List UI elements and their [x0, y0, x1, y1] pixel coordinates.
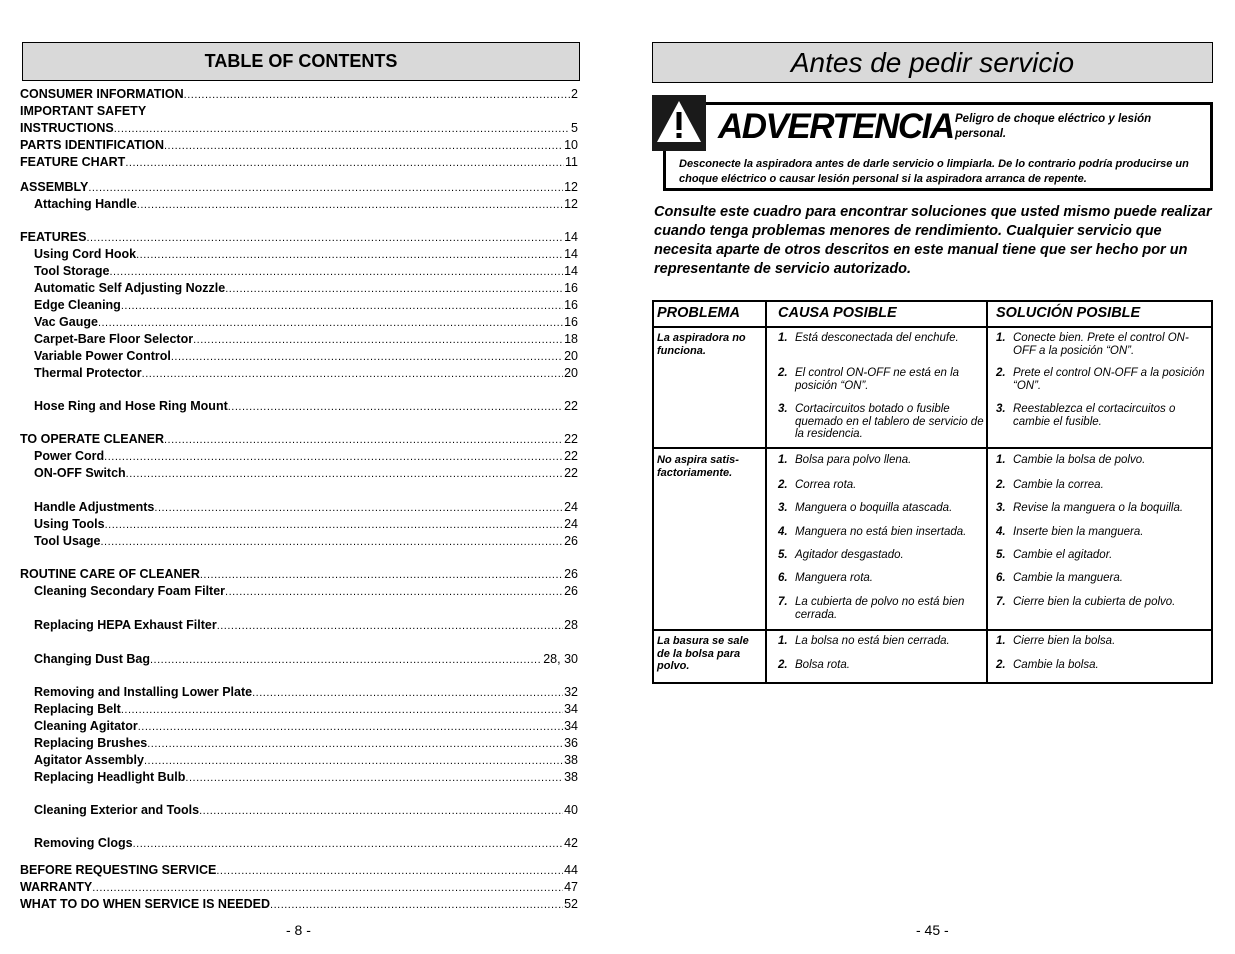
toc-entry	[34, 652, 578, 669]
warning-title: ADVERTENCIA	[718, 107, 954, 146]
table-header-solution: SOLUCIÓN POSIBLE	[996, 305, 1141, 321]
item-number: 2.	[778, 479, 788, 491]
toc-entry	[20, 121, 578, 138]
toc-entry-title: WHAT TO DO WHEN SERVICE IS NEEDED	[20, 897, 271, 911]
item-text: Manguera rota.	[795, 572, 873, 584]
item-number: 4.	[778, 526, 788, 538]
table-cause-item	[778, 596, 984, 621]
item-number: 3.	[778, 502, 788, 514]
toc-entry-title: Hose Ring and Hose Ring Mount	[34, 399, 228, 413]
toc-entry-title: FEATURES	[20, 230, 87, 244]
item-text: Cambie la correa.	[1013, 479, 1104, 491]
item-number: 7.	[996, 596, 1006, 608]
toc-entry-title: Tool Usage	[34, 534, 101, 548]
item-number: 2.	[996, 479, 1006, 491]
item-text: La bolsa no está bien cerrada.	[795, 635, 950, 647]
item-number: 1.	[778, 635, 788, 647]
item-number: 2.	[778, 367, 788, 379]
item-text: Cambie la bolsa de polvo.	[1013, 454, 1146, 466]
item-text: Revise la manguera o la boquilla.	[1013, 502, 1184, 514]
toc-entry	[20, 180, 578, 197]
toc-entry	[34, 702, 578, 719]
toc-leader-dots	[217, 620, 563, 632]
table-cause-item	[778, 403, 984, 441]
table-cause-item	[778, 526, 984, 539]
item-number: 6.	[778, 572, 788, 584]
toc-entry-title: Cleaning Agitator	[34, 719, 138, 733]
table-problem-cell: No aspira satis-factoriamente.	[657, 454, 739, 479]
toc-entry-page: 28	[564, 618, 578, 632]
toc-entry-title: Tool Storage	[34, 264, 110, 278]
item-number: 5.	[996, 549, 1006, 561]
toc-entry-title: ON-OFF Switch	[34, 466, 126, 480]
item-text: Bolsa rota.	[795, 659, 850, 671]
item-text: Reestablezca el cortacircuitos o cambie el fusible.	[1013, 403, 1176, 428]
toc-leader-dots	[142, 368, 563, 380]
toc-entry	[34, 618, 578, 635]
item-text: Cambie la bolsa.	[1013, 659, 1099, 671]
toc-entry	[20, 230, 578, 247]
toc-entry-page: 47	[564, 880, 578, 894]
toc-entry-page: 44	[564, 863, 578, 877]
toc-entry-page: 34	[564, 719, 578, 733]
toc-entry	[20, 138, 578, 155]
toc-leader-dots	[270, 899, 563, 911]
table-cause-item	[778, 367, 984, 392]
toc-entry-title: Power Cord	[34, 449, 105, 463]
table-cause-item	[778, 659, 984, 672]
toc-leader-dots	[98, 317, 563, 329]
toc-entry-title: Attaching Handle	[34, 197, 137, 211]
toc-leader-dots	[88, 182, 563, 194]
toc-entry-page: 20	[564, 349, 578, 363]
toc-leader-dots	[114, 123, 570, 135]
toc-entry-page: 26	[564, 534, 578, 548]
toc-leader-dots	[100, 536, 563, 548]
toc-entry-title: Cleaning Exterior and Tools	[34, 803, 200, 817]
item-text: Cierre bien la bolsa.	[1013, 635, 1116, 647]
toc-leader-dots	[252, 687, 563, 699]
toc-leader-dots	[144, 755, 563, 767]
toc-leader-dots	[104, 451, 563, 463]
toc-leader-dots	[92, 882, 563, 894]
toc-entry	[34, 803, 578, 820]
toc-entry-page: 22	[564, 466, 578, 480]
item-number: 6.	[996, 572, 1006, 584]
item-text: Manguera o boquilla atascada.	[795, 502, 953, 514]
toc-entry-page: 20	[564, 366, 578, 380]
toc-entry-page: 26	[564, 567, 578, 581]
toc-entry-page: 16	[564, 298, 578, 312]
table-cause-item	[778, 572, 984, 585]
item-text: La cubierta de polvo no está bien cerrada.	[795, 596, 965, 621]
toc-entry	[34, 719, 578, 736]
table-solution-item	[996, 479, 1208, 492]
toc-entry-title: Removing Clogs	[34, 836, 133, 850]
toc-leader-dots	[185, 772, 563, 784]
toc-entry-title: PARTS IDENTIFICATION	[20, 138, 164, 152]
item-number: 1.	[996, 635, 1006, 647]
toc-entry	[34, 349, 578, 366]
table-divider	[654, 629, 1211, 631]
toc-entry-page: 22	[564, 449, 578, 463]
toc-leader-dots	[225, 283, 563, 295]
toc-entry	[34, 500, 578, 517]
toc-leader-dots	[133, 838, 563, 850]
toc-entry	[20, 567, 578, 584]
toc-leader-dots	[216, 865, 563, 877]
toc-entry	[20, 87, 578, 104]
toc-entry-title: ASSEMBLY	[20, 180, 89, 194]
toc-entry-page: 16	[564, 315, 578, 329]
toc-leader-dots	[109, 266, 563, 278]
table-solution-item	[996, 367, 1208, 392]
toc-entry-title: WARRANTY	[20, 880, 93, 894]
item-text: Manguera no está bien insertada.	[795, 526, 967, 538]
item-text: Cambie el agitador.	[1013, 549, 1113, 561]
table-solution-item	[996, 635, 1208, 648]
item-number: 4.	[996, 526, 1006, 538]
toc-entry-title: Replacing Belt	[34, 702, 121, 716]
toc-entry-page: 14	[564, 230, 578, 244]
toc-entry	[34, 399, 578, 416]
toc-entry	[34, 315, 578, 332]
toc-entry	[34, 449, 578, 466]
toc-entry-page: 40	[564, 803, 578, 817]
toc-entry-title: ROUTINE CARE OF CLEANER	[20, 567, 200, 581]
toc-leader-dots	[137, 199, 563, 211]
toc-entry	[20, 897, 578, 914]
item-number: 2.	[778, 659, 788, 671]
table-solution-item	[996, 332, 1208, 357]
toc-entry-page: 24	[564, 517, 578, 531]
toc-leader-dots	[199, 805, 563, 817]
toc-entry	[34, 247, 578, 264]
toc-entry-title: TO OPERATE CLEANER	[20, 432, 164, 446]
toc-entry	[34, 517, 578, 534]
table-divider	[986, 302, 988, 682]
warning-text: Desconecte la aspiradora antes de darle servicio o limpiarla. De lo contrario podría producirse un choque eléctrico o causar lesión personal si la aspiradora arranca de repente.	[679, 158, 1189, 185]
toc-entry	[34, 197, 578, 214]
toc-leader-dots	[164, 140, 563, 152]
toc-entry-title: Thermal Protector	[34, 366, 142, 380]
toc-entry-title: Variable Power Control	[34, 349, 171, 363]
table-divider	[765, 302, 767, 682]
item-text: El control ON-OFF ne está en la posición “ON”.	[795, 367, 960, 392]
table-solution-item	[996, 526, 1208, 539]
toc-entry	[34, 264, 578, 281]
page-number-left: - 8 -	[286, 922, 311, 938]
warning-subtitle: Peligro de choque eléctrico y lesión personal.	[955, 113, 1152, 140]
item-text: Inserte bien la manguera.	[1013, 526, 1144, 538]
item-number: 1.	[778, 454, 788, 466]
toc-entry	[34, 281, 578, 298]
item-number: 3.	[996, 502, 1006, 514]
toc-entry-title: Removing and Installing Lower Plate	[34, 685, 253, 699]
table-problem-cell: La aspiradora no funciona.	[657, 332, 746, 357]
toc-entry	[20, 432, 578, 449]
table-divider	[654, 326, 1211, 328]
toc-entry	[34, 366, 578, 383]
toc-header: TABLE OF CONTENTS	[22, 42, 580, 81]
toc-entry-page: 16	[564, 281, 578, 295]
toc-entry-title: Agitator Assembly	[34, 753, 144, 767]
toc-leader-dots	[121, 704, 563, 716]
toc-entry-page: 10	[564, 138, 578, 152]
table-solution-item	[996, 502, 1208, 515]
toc-entry	[34, 736, 578, 753]
table-header-problem: PROBLEMA	[657, 305, 740, 321]
toc-entry-title: IMPORTANT SAFETY	[20, 104, 147, 118]
table-cause-item	[778, 549, 984, 562]
toc-entry-title: Vac Gauge	[34, 315, 98, 329]
toc-entry-title: Cleaning Secondary Foam Filter	[34, 584, 226, 598]
toc-entry	[34, 466, 578, 483]
toc-entry-page: 11	[565, 155, 578, 169]
table-solution-item	[996, 403, 1208, 428]
toc-entry-title: Replacing Brushes	[34, 736, 148, 750]
toc-entry-page: 14	[564, 264, 578, 278]
service-header: Antes de pedir servicio	[652, 42, 1213, 83]
table-cause-item	[778, 332, 984, 345]
toc-entry	[34, 332, 578, 349]
toc-entry	[20, 104, 578, 121]
page-number-right: - 45 -	[916, 922, 949, 938]
item-text: Conecte bien. Prete el control ON-OFF a la posición “ON”.	[1013, 332, 1189, 357]
item-text: Agitador desgastado.	[795, 549, 904, 561]
table-header-cause: CAUSA POSIBLE	[778, 305, 897, 321]
toc-entry-title: Replacing HEPA Exhaust Filter	[34, 618, 217, 632]
item-number: 1.	[778, 332, 788, 344]
item-number: 1.	[996, 454, 1006, 466]
toc-entry-page: 26	[564, 584, 578, 598]
toc-entry-page: 38	[564, 770, 578, 784]
toc-entry-title: INSTRUCTIONS	[20, 121, 114, 135]
toc-entry-page: 28, 30	[543, 652, 578, 666]
table-divider	[654, 447, 1211, 449]
toc-entry	[34, 685, 578, 702]
toc-entry	[34, 584, 578, 601]
toc-entry	[34, 298, 578, 315]
toc-entry-page: 42	[564, 836, 578, 850]
toc-leader-dots	[126, 468, 563, 480]
toc-entry-page: 14	[564, 247, 578, 261]
toc-entry	[34, 534, 578, 551]
toc-entry-page: 22	[564, 432, 578, 446]
toc-entry-title: Using Tools	[34, 517, 105, 531]
toc-leader-dots	[184, 89, 570, 101]
toc-entry-title: Automatic Self Adjusting Nozzle	[34, 281, 226, 295]
toc-entry	[20, 880, 578, 897]
toc-entry-title: Edge Cleaning	[34, 298, 121, 312]
item-text: Cambie la manguera.	[1013, 572, 1123, 584]
warning-triangle-icon	[652, 95, 706, 151]
toc-leader-dots	[200, 569, 563, 581]
toc-leader-dots	[171, 351, 563, 363]
troubleshooting-table	[652, 300, 1213, 684]
table-solution-item	[996, 659, 1208, 672]
toc-entry-page: 38	[564, 753, 578, 767]
intro-paragraph: Consulte este cuadro para encontrar soluciones que usted mismo puede realizar cuando tenga problemas menores de rendimiento. Cualquier servicio que necesita aparte de otros descritos en este manual tiene que ser hecho por un representante de servicio autorizado.	[654, 204, 1212, 277]
table-problem-cell: La basura se sale de la bolsa para polvo.	[657, 635, 749, 672]
table-solution-item	[996, 572, 1208, 585]
warning-box	[652, 95, 1213, 191]
table-cause-item	[778, 635, 984, 648]
toc-entry-title: Changing Dust Bag	[34, 652, 150, 666]
toc-entry-page: 24	[564, 500, 578, 514]
toc-leader-dots	[138, 721, 563, 733]
toc-entry-page: 34	[564, 702, 578, 716]
toc-entry	[34, 836, 578, 853]
item-text: Cierre bien la cubierta de polvo.	[1013, 596, 1176, 608]
toc-entry	[34, 770, 578, 787]
item-text: Prete el control ON-OFF a la posición “ON”.	[1013, 367, 1205, 392]
toc-leader-dots	[147, 738, 563, 750]
item-text: Bolsa para polvo llena.	[795, 454, 912, 466]
item-number: 3.	[996, 403, 1006, 415]
toc-entry-title: CONSUMER INFORMATION	[20, 87, 184, 101]
toc-leader-dots	[228, 401, 563, 413]
toc-leader-dots	[193, 334, 563, 346]
toc-entry-page: 32	[564, 685, 578, 699]
toc-entry	[20, 863, 578, 880]
item-text: Cortacircuitos botado o fusible quemado en el tablero de servicio de la residencia.	[795, 403, 984, 440]
item-number: 3.	[778, 403, 788, 415]
table-cause-item	[778, 454, 984, 467]
toc-entry-page: 18	[564, 332, 578, 346]
toc-entry-title: Using Cord Hook	[34, 247, 137, 261]
toc-leader-dots	[154, 502, 563, 514]
toc-entry-title: Carpet-Bare Floor Selector	[34, 332, 194, 346]
table-solution-item	[996, 596, 1208, 609]
toc-leader-dots	[121, 300, 563, 312]
item-number: 7.	[778, 596, 788, 608]
toc-leader-dots	[136, 249, 563, 261]
toc-entry-title: Handle Adjustments	[34, 500, 155, 514]
item-number: 5.	[778, 549, 788, 561]
toc-leader-dots	[150, 654, 542, 666]
table-solution-item	[996, 454, 1208, 467]
toc-entry	[20, 155, 578, 172]
toc-entry-title: Replacing Headlight Bulb	[34, 770, 186, 784]
toc-leader-dots	[225, 586, 563, 598]
item-number: 2.	[996, 659, 1006, 671]
item-text: Está desconectada del enchufe.	[795, 332, 959, 344]
toc-leader-dots	[105, 519, 563, 531]
toc-leader-dots	[86, 232, 563, 244]
toc-entry-page: 12	[564, 197, 578, 211]
toc-entry-page: 12	[564, 180, 578, 194]
toc-entry-page: 52	[564, 897, 578, 911]
item-number: 2.	[996, 367, 1006, 379]
toc-entry-page: 2	[571, 87, 578, 101]
table-cause-item	[778, 479, 984, 492]
toc-entry-page: 5	[571, 121, 578, 135]
toc-entry-title: FEATURE CHART	[20, 155, 126, 169]
toc-entry-page: 36	[564, 736, 578, 750]
toc-entry-title: BEFORE REQUESTING SERVICE	[20, 863, 217, 877]
toc-leader-dots	[164, 434, 563, 446]
table-cause-item	[778, 502, 984, 515]
item-text: Correa rota.	[795, 479, 857, 491]
table-solution-item	[996, 549, 1208, 562]
toc-entry-page: 22	[564, 399, 578, 413]
toc-leader-dots	[125, 157, 564, 169]
item-number: 1.	[996, 332, 1006, 344]
toc-entry	[34, 753, 578, 770]
